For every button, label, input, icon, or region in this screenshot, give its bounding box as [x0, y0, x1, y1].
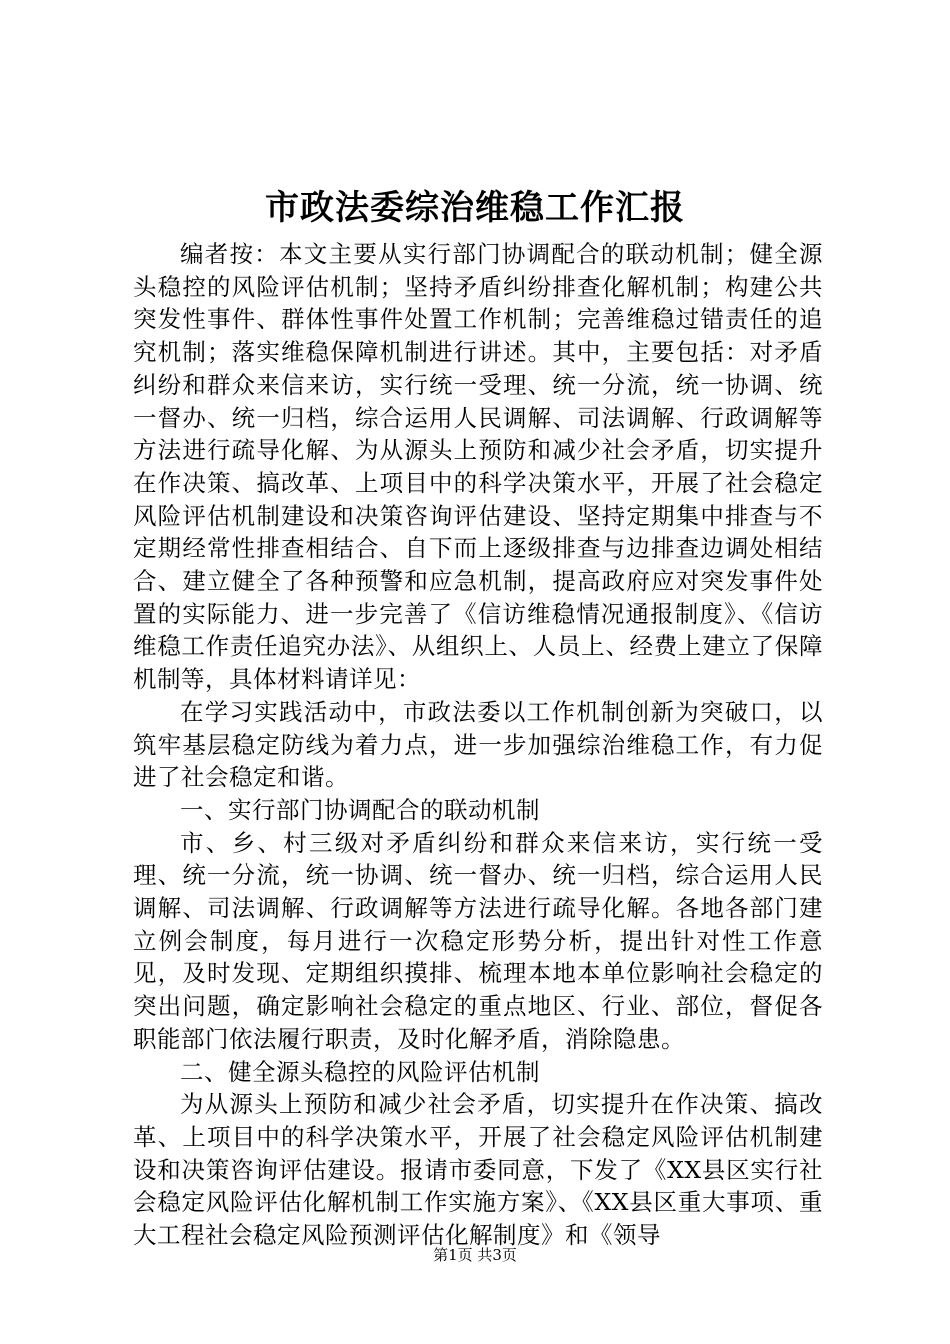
section-heading-2: 二、健全源头稳控的风险评估机制 — [180, 1057, 540, 1086]
section-heading-1: 一、实行部门协调配合的联动机制 — [180, 795, 540, 824]
editor-note-paragraph: 编者按：本文主要从实行部门协调配合的联动机制；健全源头稳控的风险评估机制；坚持矛盾纠纷排查化解机制；构建公共突发性事件、群体性事件处置工作机制；完善维稳过错责任的追究机制；落实维稳保障机制进行讲述。其中，主要包括：对矛盾纠纷和群众来信来访，实行统一受理、统一分流，统一协调、统一督办、统一归档，综合运用人民调解、司法调解、行政调解等方法进行疏导化解、为从源头上预防和减少社会矛盾，切实提升在作决策、搞改革、上项目中的科学决策水平，开展了社会稳定风险评估机制建设和决策咨询评估建设、坚持定期集中排查与不定期经常性排查相结合、自下而上逐级排查与边排查边调处相结合、建立健全了各种预警和应急机制，提高政府应对突发事件处置的实际能力、进一步完善了《信访维稳情况通报制度》、《信访维稳工作责任追究办法》、从组织上、人员上、经费上建立了保障机制等，具体材料请详见： — [133, 240, 823, 694]
section-2-paragraph: 为从源头上预防和减少社会矛盾，切实提升在作决策、搞改革、上项目中的科学决策水平，开展了社会稳定风险评估机制建设和决策咨询评估建设。报请市委同意，下发了《XX县区实行社会稳定风险评估化解机制工作实施方案》、《XX县区重大事项、重大工程社会稳定风险预测评估化解制度》和《领导 — [133, 1090, 823, 1250]
document-title: 市政法委综治维稳工作汇报 — [265, 188, 685, 228]
document-body — [133, 238, 823, 1252]
page-number-footer: 第1页 共3页 — [433, 1246, 517, 1264]
intro-paragraph: 在学习实践活动中，市政法委以工作机制创新为突破口，以筑牢基层稳定防线为着力点，进一步加强综治维稳工作，有力促进了社会稳定和谐。 — [133, 697, 823, 792]
section-1-paragraph: 市、乡、村三级对矛盾纠纷和群众来信来访，实行统一受理、统一分流，统一协调、统一督办、统一归档，综合运用人民调解、司法调解、行政调解等方法进行疏导化解。各地各部门建立例会制度，每月进行一次稳定形势分析，提出针对性工作意见，及时发现、定期组织摸排、梳理本地本单位影响社会稳定的突出问题，确定影响社会稳定的重点地区、行业、部位，督促各职能部门依法履行职责，及时化解矛盾，消除隐患。 — [133, 828, 823, 1053]
